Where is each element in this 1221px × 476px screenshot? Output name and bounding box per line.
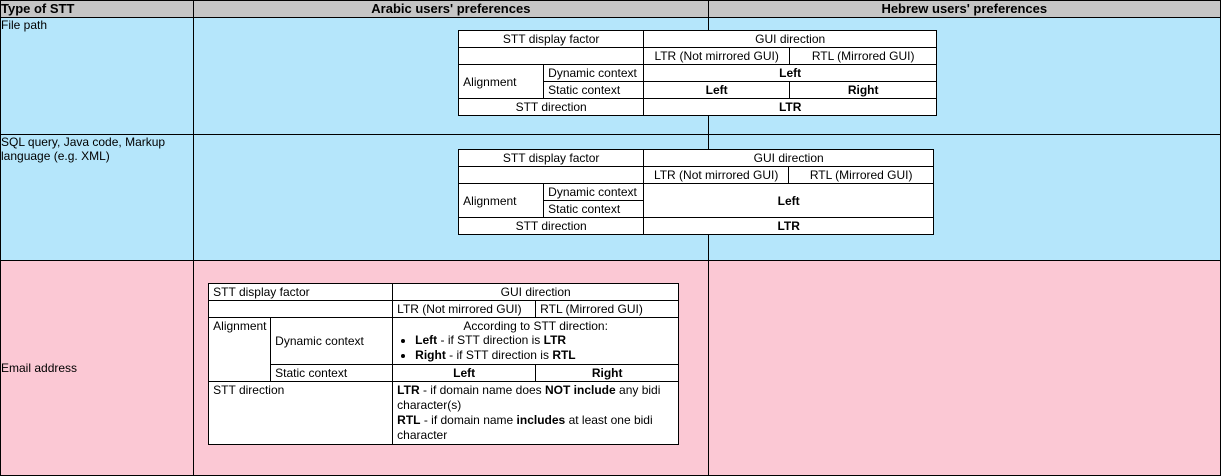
- value-stt-direction: LTR: [644, 99, 937, 116]
- inner-header-row: [459, 150, 934, 167]
- alignment-dynamic-row: [209, 317, 679, 364]
- header-hebrew-preferences: Hebrew users' preferences: [708, 1, 1220, 18]
- line-lead-rtl: RTL: [397, 412, 421, 427]
- inner-table-email-address: [208, 283, 679, 445]
- label-static-context: Static context: [544, 201, 644, 218]
- label-ltr-not-mirrored: LTR (Not mirrored GUI): [644, 48, 790, 65]
- label-stt-display-factor: STT display factor: [209, 283, 393, 300]
- spacer-cell: [459, 48, 644, 65]
- label-gui-direction: GUI direction: [644, 150, 934, 167]
- row-label-sql-java-markup: SQL query, Java code, Markup language (e.g. XML): [1, 135, 194, 260]
- stt-direction-line-rtl: [397, 413, 674, 443]
- label-stt-display-factor: STT display factor: [459, 31, 644, 48]
- spacer-cell: [209, 300, 393, 317]
- table-row: [1, 260, 1221, 475]
- label-stt-direction: STT direction: [459, 218, 644, 235]
- line-mid: - if domain name does: [419, 382, 546, 397]
- stt-direction-row: [209, 381, 679, 444]
- line-lead-ltr: LTR: [397, 382, 420, 397]
- table-row: [1, 135, 1221, 260]
- label-rtl-mirrored: RTL (Mirrored GUI): [789, 167, 934, 184]
- value-dynamic-alignment: Left: [644, 65, 937, 82]
- stt-direction-row: [459, 99, 937, 116]
- label-dynamic-context: Dynamic context: [544, 184, 644, 201]
- label-gui-direction: GUI direction: [644, 31, 937, 48]
- stt-direction-row: [459, 218, 934, 235]
- table-row: [1, 18, 1221, 135]
- label-static-context: Static context: [544, 82, 644, 99]
- bullet-text: - if STT direction is: [445, 347, 553, 362]
- label-dynamic-context: Dynamic context: [271, 317, 393, 364]
- inner-header-row: [459, 31, 937, 48]
- stt-direction-line-ltr: [397, 383, 674, 413]
- label-ltr-not-mirrored: LTR (Not mirrored GUI): [393, 300, 536, 317]
- bullet-bold-left: Left: [415, 332, 438, 347]
- label-rtl-mirrored: RTL (Mirrored GUI): [790, 48, 937, 65]
- inner-table-file-path: [458, 30, 937, 116]
- arabic-cell-file-path: [194, 18, 915, 135]
- dynamic-heading: According to STT direction:: [463, 318, 608, 333]
- bullet-bold-right: Right: [415, 347, 446, 362]
- dynamic-bullet-list: [397, 333, 674, 363]
- line-strong-includes: includes: [516, 412, 566, 427]
- line-strong-not-include: NOT include: [545, 382, 616, 397]
- inner-subheader-row: [459, 167, 934, 184]
- spacer-cell: [459, 167, 644, 184]
- label-stt-direction: STT direction: [459, 99, 644, 116]
- label-ltr-not-mirrored: LTR (Not mirrored GUI): [644, 167, 789, 184]
- list-item: [415, 333, 674, 348]
- value-dynamic-alignment: Left: [644, 184, 934, 218]
- label-gui-direction: GUI direction: [393, 283, 679, 300]
- label-alignment: Alignment: [209, 317, 271, 381]
- row-label-file-path: File path: [1, 18, 194, 135]
- alignment-dynamic-row: [459, 184, 934, 201]
- inner-header-row: [209, 283, 679, 300]
- label-static-context: Static context: [271, 364, 393, 381]
- value-stt-direction: LTR: [644, 218, 934, 235]
- value-static-ltr: Left: [393, 364, 536, 381]
- inner-wrap: [194, 135, 913, 235]
- bullet-bold-ltr: LTR: [543, 332, 567, 347]
- inner-wrap: [194, 261, 707, 445]
- bullet-bold-rtl: RTL: [552, 347, 576, 362]
- alignment-dynamic-row: [459, 65, 937, 82]
- alignment-static-row: [209, 364, 679, 381]
- list-item: [415, 348, 674, 363]
- line-tail: any bidi character(s): [397, 382, 661, 412]
- line-mid: - if domain name: [420, 412, 517, 427]
- arabic-cell-sql-java-markup: [194, 135, 913, 260]
- arabic-cell-email-address: [194, 260, 708, 475]
- label-alignment: Alignment: [459, 184, 544, 218]
- value-stt-direction-detail: [393, 381, 679, 444]
- bullet-text: - if STT direction is: [437, 332, 544, 347]
- value-static-rtl: Right: [536, 364, 679, 381]
- value-static-rtl: Right: [790, 82, 937, 99]
- header-type-of-stt: Type of STT: [1, 1, 194, 18]
- label-stt-display-factor: STT display factor: [459, 150, 644, 167]
- label-rtl-mirrored: RTL (Mirrored GUI): [536, 300, 679, 317]
- value-static-ltr: Left: [644, 82, 790, 99]
- hebrew-cell-email-address: [708, 260, 1220, 475]
- label-stt-direction: STT direction: [209, 381, 393, 444]
- table-header-row: [1, 1, 1221, 18]
- inner-subheader-row: [459, 48, 937, 65]
- value-dynamic-alignment-detail: [393, 317, 679, 364]
- label-dynamic-context: Dynamic context: [544, 65, 644, 82]
- row-label-email-address: Email address: [1, 260, 194, 475]
- header-arabic-preferences: Arabic users' preferences: [194, 1, 708, 18]
- inner-wrap: [194, 18, 915, 116]
- line-tail: at least one bidi character: [397, 412, 653, 442]
- inner-table-sql-java-markup: [458, 149, 934, 235]
- inner-subheader-row: [209, 300, 679, 317]
- label-alignment: Alignment: [459, 65, 544, 99]
